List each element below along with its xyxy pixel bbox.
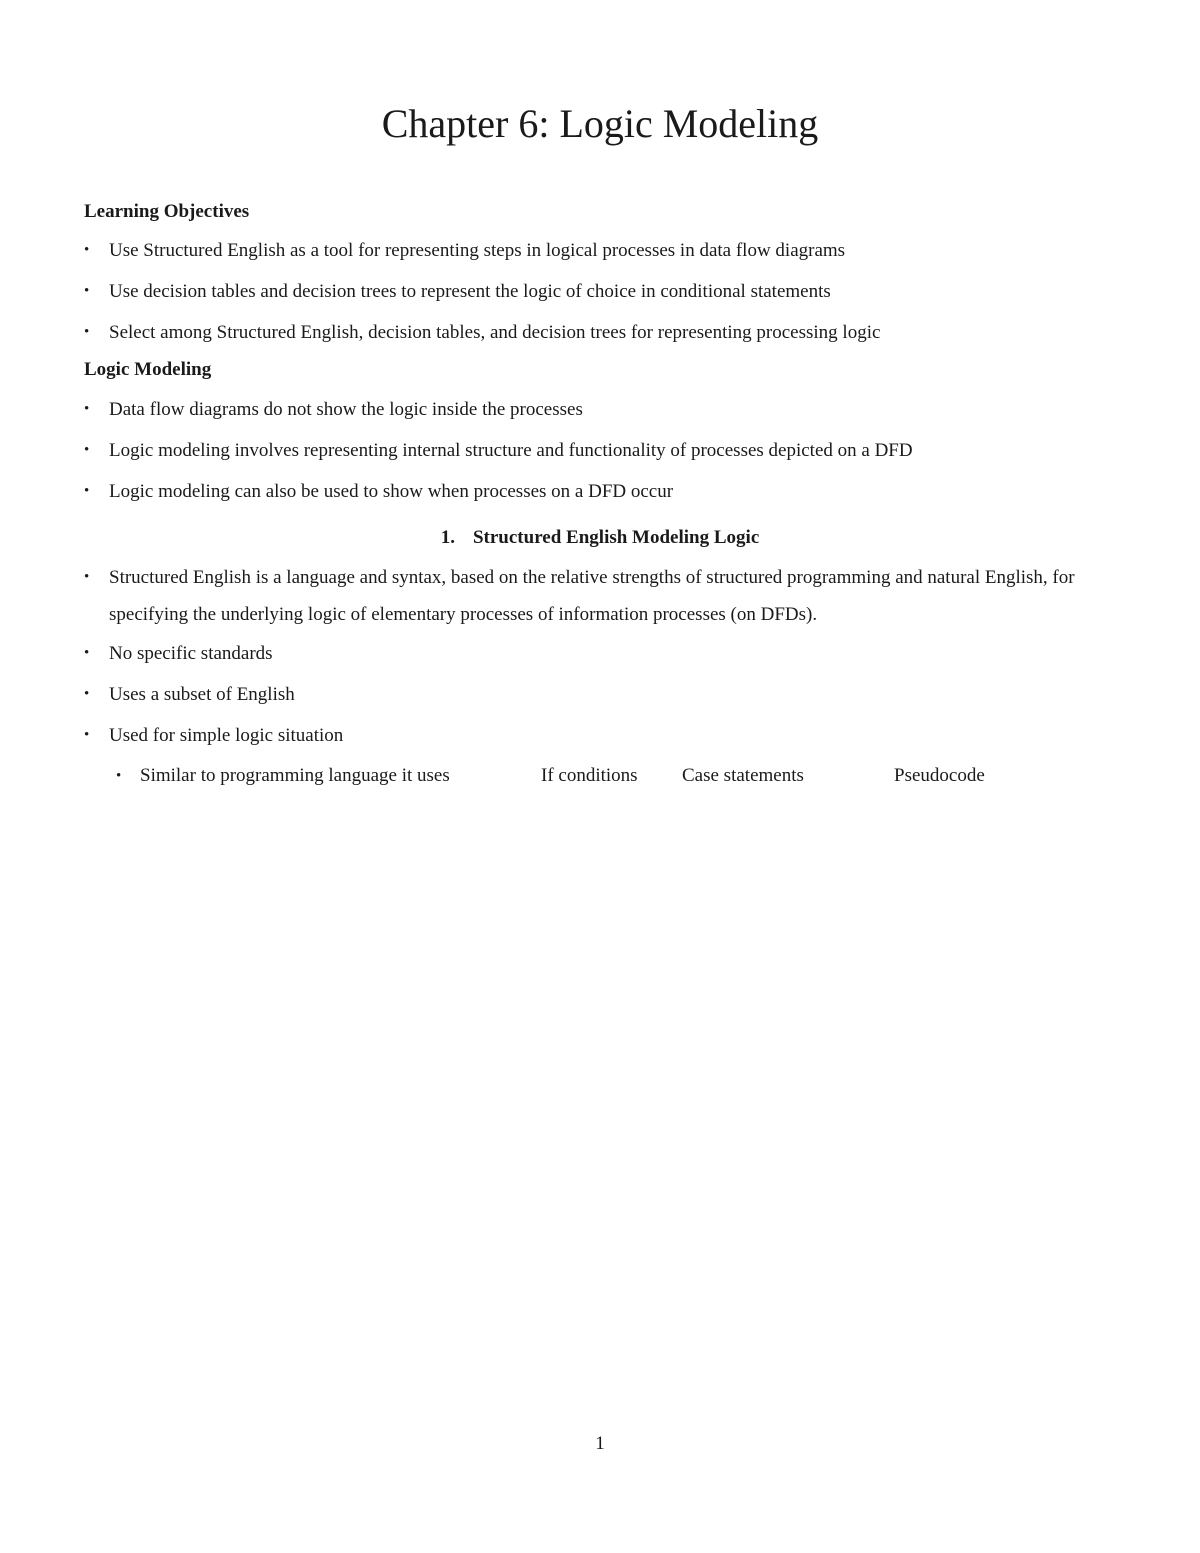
list-item [84,717,1110,754]
list-item-text: Logic modeling can also be used to show when processes on a DFD occur [109,481,674,502]
bullet-icon: • [84,686,90,702]
page-title: Chapter 6: Logic Modeling [381,101,819,146]
bullet-icon: • [84,727,90,743]
learning-objectives-heading: Learning Objectives [84,201,250,222]
list-item [84,391,1110,428]
bullet-icon: • [84,401,90,417]
list-item-text: Logic modeling involves representing internal structure and functionality of processes depicted on a DFD [109,440,913,461]
sub-list-item-text: Similar to programming language it uses [140,765,450,786]
structured-english-heading [0,525,1200,551]
bullet-icon: • [84,645,90,661]
list-item-text: Select among Structured English, decision tables, and decision trees for representing processing logic [109,322,881,343]
list-item-text: Structured English is a language and syntax, based on the relative strengths of structured programming and natural English, for specifying the underlying logic of elementary processes of information processes (on DFDs). [109,567,1075,625]
list-item-text: No specific standards [109,643,273,664]
case-statements-label: Case statements [682,765,804,786]
pseudocode-label: Pseudocode [894,765,985,786]
bullet-icon: • [84,283,90,299]
section-number: 1. [440,527,455,548]
list-item-text: Data flow diagrams do not show the logic inside the processes [109,399,583,420]
bullet-icon: • [84,483,90,499]
page-number: 1 [595,1433,605,1454]
list-item [84,473,1110,510]
bullet-icon: • [84,324,90,340]
list-item-text: Used for simple logic situation [109,725,344,746]
list-item-text: Use decision tables and decision trees to represent the logic of choice in conditional statements [109,281,831,302]
list-item [84,635,1110,672]
list-item-text: Uses a subset of English [109,684,295,705]
section-title: Structured English Modeling Logic [472,527,760,548]
list-item [84,273,1110,310]
list-item-text: Use Structured English as a tool for representing steps in logical processes in data flow diagrams [109,240,846,261]
bullet-icon: • [84,569,90,585]
list-item [84,232,1110,269]
list-item [84,432,1110,469]
bullet-icon: • [116,768,122,784]
sub-list-item [116,763,1110,789]
bullet-icon: • [84,242,90,258]
bullet-icon: • [84,442,90,458]
list-item [84,676,1110,713]
if-conditions-label: If conditions [541,765,638,786]
logic-modeling-heading: Logic Modeling [84,359,212,380]
list-item [84,559,1110,633]
list-item [84,314,1110,351]
